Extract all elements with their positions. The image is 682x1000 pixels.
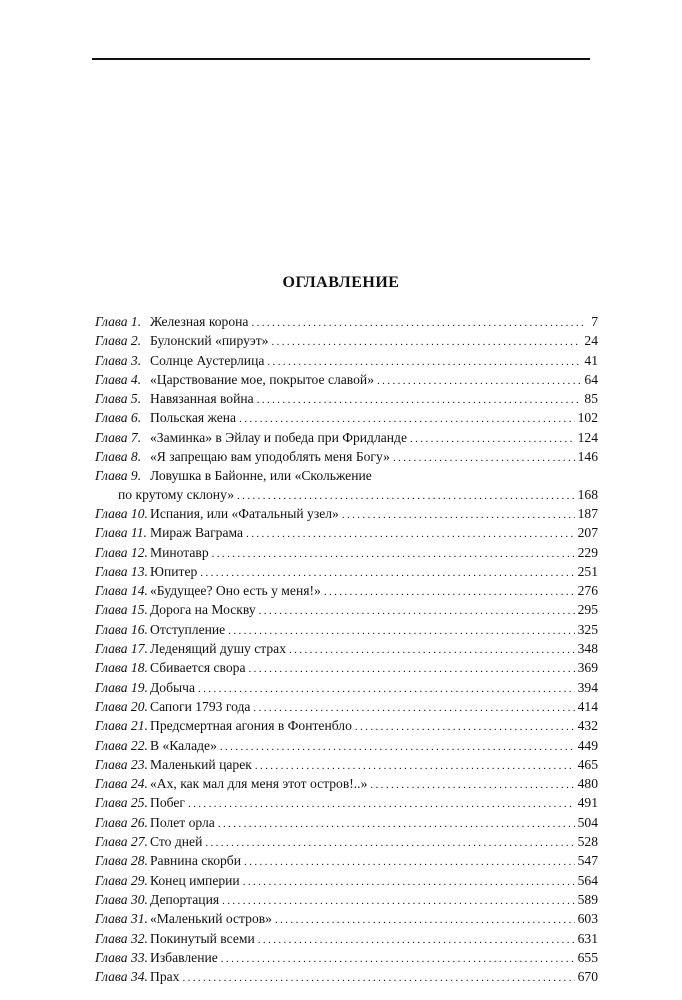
chapter-word: Глава (95, 776, 128, 792)
page-number: 295 (577, 602, 598, 618)
chapter-title: «Ах, как мал для меня этот остров!..» (150, 776, 368, 792)
page-number: 528 (577, 834, 598, 850)
chapter-label (95, 833, 145, 851)
dot-leader (198, 680, 575, 698)
page-number: 564 (577, 872, 598, 888)
chapter-label (95, 814, 145, 832)
chapter-label (95, 872, 145, 890)
dot-leader (257, 391, 582, 409)
chapter-label (95, 332, 145, 350)
toc-entry (95, 352, 598, 371)
page-number: 589 (577, 891, 598, 907)
chapter-title: Дорога на Москву (150, 602, 256, 618)
toc-entry (95, 332, 598, 351)
chapter-label (95, 505, 145, 523)
toc-entry (95, 891, 598, 910)
chapter-title: «Заминка» в Эйлау и победа при Фридланде (150, 429, 408, 445)
chapter-number: 28 . (131, 853, 148, 868)
chapter-title: Побег (150, 795, 185, 811)
chapter-number: 30 . (131, 892, 148, 907)
dot-leader (271, 333, 581, 351)
chapter-word: Глава (95, 371, 128, 387)
dot-leader (342, 506, 575, 524)
toc-entry (95, 814, 598, 833)
toc-entry (95, 737, 598, 756)
chapter-word: Глава (95, 410, 128, 426)
dot-leader (393, 449, 575, 467)
dot-leader (182, 969, 574, 987)
chapter-label (95, 467, 145, 485)
dot-leader (188, 795, 575, 813)
chapter-title: Польская жена (150, 410, 237, 426)
chapter-word: Глава (95, 718, 128, 734)
chapter-number: 31 . (131, 911, 148, 926)
page-number: 655 (577, 949, 598, 965)
toc-entry (95, 448, 598, 467)
chapter-title-continuation: по крутому склону» (118, 486, 235, 502)
toc-entry (95, 659, 598, 678)
chapter-title: Конец империи (150, 872, 240, 888)
page-number: 348 (577, 641, 598, 657)
chapter-word: Глава (95, 333, 128, 349)
dot-leader (205, 834, 574, 852)
toc-entry (95, 949, 598, 968)
chapter-label (95, 601, 145, 619)
chapter-title: Сто дней (150, 834, 203, 850)
chapter-label (95, 640, 145, 658)
chapter-label (95, 949, 145, 967)
chapter-number: 4 . (131, 372, 141, 387)
chapter-label (95, 352, 145, 370)
chapter-word: Глава (95, 737, 128, 753)
chapter-number: 29 . (131, 873, 148, 888)
chapter-word: Глава (95, 949, 128, 965)
chapter-number: 18 . (131, 660, 148, 675)
chapter-title: «Царствование мое, покрытое славой» (150, 371, 374, 387)
chapter-title: Добыча (150, 679, 195, 695)
table-of-contents (95, 313, 598, 987)
toc-entry (95, 390, 598, 409)
page-number: 491 (577, 795, 598, 811)
chapter-word: Глава (95, 583, 128, 599)
page-number: 449 (577, 737, 598, 753)
chapter-word: Глава (95, 468, 128, 484)
chapter-title: Мираж Ваграма (150, 525, 244, 541)
page-number: 41 (584, 352, 598, 368)
chapter-title: Солнце Аустерлица (150, 352, 265, 368)
toc-entry (95, 409, 598, 428)
chapter-title: В «Каладе» (150, 737, 217, 753)
chapter-word: Глава (95, 679, 128, 695)
page-number: 670 (577, 969, 598, 985)
chapter-title: Прах (150, 969, 180, 985)
chapter-number: 13 . (131, 564, 148, 579)
toc-entry (95, 872, 598, 891)
chapter-title: Булонский «пируэт» (150, 333, 269, 349)
chapter-number: 14 . (131, 583, 148, 598)
dot-leader (221, 950, 575, 968)
page-number: 432 (577, 718, 598, 734)
chapter-label (95, 582, 145, 600)
chapter-word: Глава (95, 930, 128, 946)
toc-entry (95, 679, 598, 698)
page-number: 187 (577, 505, 598, 521)
toc-entry (95, 371, 598, 390)
chapter-word: Глава (95, 602, 128, 618)
chapter-word: Глава (95, 525, 128, 541)
chapter-label (95, 313, 145, 331)
chapter-title: Избавление (150, 949, 218, 965)
chapter-label (95, 852, 145, 870)
page-number: 504 (577, 814, 598, 830)
page-number: 547 (577, 853, 598, 869)
dot-leader (246, 525, 575, 543)
chapter-title: Леденящий душу страх (150, 641, 287, 657)
chapter-number: 10 . (131, 506, 148, 521)
chapter-number: 16 . (131, 622, 148, 637)
dot-leader (377, 372, 581, 390)
toc-entry (95, 852, 598, 871)
dot-leader (239, 410, 575, 428)
chapter-word: Глава (95, 853, 128, 869)
chapter-word: Глава (95, 872, 128, 888)
toc-entry (95, 968, 598, 987)
chapter-word: Глава (95, 641, 128, 657)
chapter-number: 3 . (131, 353, 141, 368)
page-number: 480 (577, 776, 598, 792)
page-number: 251 (577, 563, 598, 579)
dot-leader (267, 353, 581, 371)
chapter-number: 9 . (131, 468, 141, 483)
chapter-word: Глава (95, 505, 128, 521)
chapter-label (95, 544, 145, 562)
chapter-label (95, 891, 145, 909)
dot-leader (410, 430, 575, 448)
toc-entry (95, 582, 598, 601)
chapter-number: 7 . (131, 430, 141, 445)
chapter-number: 12 . (131, 545, 148, 560)
chapter-label (95, 930, 145, 948)
chapter-number: 11 . (131, 525, 147, 540)
chapter-title: Полет орла (150, 814, 215, 830)
dot-leader (251, 314, 583, 332)
chapter-label (95, 621, 145, 639)
dot-leader (253, 699, 574, 717)
chapter-number: 32 . (131, 931, 148, 946)
chapter-label (95, 910, 145, 928)
chapter-word: Глава (95, 660, 128, 676)
toc-entry (95, 429, 598, 448)
dot-leader (259, 602, 575, 620)
chapter-title: Сапоги 1793 года (150, 698, 251, 714)
chapter-title: Предсмертная агония в Фонтенбло (150, 718, 352, 734)
toc-entry (95, 563, 598, 582)
chapter-title: Отступление (150, 621, 226, 637)
chapter-number: 34 . (131, 969, 148, 984)
dot-leader (228, 622, 574, 640)
chapter-label (95, 524, 145, 542)
chapter-word: Глава (95, 391, 128, 407)
chapter-label (95, 390, 145, 408)
chapter-number: 33 . (131, 950, 148, 965)
chapter-word: Глава (95, 911, 128, 927)
chapter-number: 26 . (131, 815, 148, 830)
chapter-label (95, 429, 145, 447)
chapter-number: 17 . (131, 641, 148, 656)
chapter-label (95, 409, 145, 427)
toc-entry (95, 505, 598, 524)
toc-entry (95, 833, 598, 852)
chapter-word: Глава (95, 891, 128, 907)
toc-entry (95, 640, 598, 659)
chapter-title: Депортация (150, 891, 220, 907)
chapter-number: 5 . (131, 391, 141, 406)
toc-entry (95, 775, 598, 794)
chapter-number: 20 . (131, 699, 148, 714)
toc-entry (95, 698, 598, 717)
page-number: 168 (577, 486, 598, 502)
chapter-word: Глава (95, 969, 128, 985)
chapter-number: 22 . (131, 738, 148, 753)
chapter-label (95, 775, 145, 793)
page-number: 369 (577, 660, 598, 676)
chapter-title: Сбивается свора (150, 660, 246, 676)
chapter-label (95, 659, 145, 677)
chapter-title: Железная корона (150, 314, 249, 329)
chapter-title: Покинутый всеми (150, 930, 255, 946)
dot-leader (258, 931, 575, 949)
toc-entry (95, 717, 598, 736)
chapter-label (95, 679, 145, 697)
toc-entry (95, 467, 598, 505)
chapter-word: Глава (95, 429, 128, 445)
dot-leader (355, 718, 575, 736)
chapter-label (95, 968, 145, 986)
toc-entry (95, 756, 598, 775)
dot-leader (370, 776, 574, 794)
chapter-title: Юпитер (150, 563, 198, 579)
chapter-label (95, 717, 145, 735)
chapter-title: «Будущее? Оно есть у меня!» (150, 583, 321, 599)
page-number: 229 (577, 544, 598, 560)
page-number: 603 (577, 911, 598, 927)
chapter-word: Глава (95, 352, 128, 368)
toc-heading: ОГЛАВЛЕНИЕ (282, 274, 400, 291)
page-number: 146 (577, 449, 598, 465)
chapter-word: Глава (95, 814, 128, 830)
chapter-word: Глава (95, 834, 128, 850)
chapter-label (95, 756, 145, 774)
chapter-word: Глава (95, 449, 128, 465)
dot-leader (324, 583, 575, 601)
page-number: 414 (577, 698, 598, 714)
dot-leader (249, 660, 575, 678)
page-number: 24 (584, 333, 598, 349)
page-number: 102 (577, 410, 598, 426)
dot-leader (275, 911, 575, 929)
chapter-number: 6 . (131, 410, 141, 425)
page-number: 631 (577, 930, 598, 946)
dot-leader (289, 641, 575, 659)
chapter-label (95, 794, 145, 812)
chapter-title: Равнина скорби (150, 853, 242, 869)
chapter-number: 2 . (131, 333, 141, 348)
chapter-number: 21 . (131, 718, 148, 733)
dot-leader (244, 853, 575, 871)
page-number: 85 (584, 391, 598, 407)
toc-entry (95, 930, 598, 949)
dot-leader (220, 738, 575, 756)
chapter-title: «Я запрещаю вам уподоблять меня Богу» (150, 449, 390, 465)
toc-entry (95, 524, 598, 543)
dot-leader (200, 564, 574, 582)
toc-entry (95, 794, 598, 813)
toc-entry (95, 544, 598, 563)
chapter-label (95, 698, 145, 716)
chapter-number: 24 . (131, 776, 148, 791)
page-number: 394 (577, 679, 598, 695)
chapter-number: 25 . (131, 795, 148, 810)
chapter-label (95, 737, 145, 755)
dot-leader (222, 892, 575, 910)
top-rule (92, 58, 590, 60)
chapter-title: Ловушка в Байонне, или «Скольжение (150, 468, 372, 484)
chapter-word: Глава (95, 563, 128, 579)
dot-leader (243, 873, 575, 891)
chapter-word: Глава (95, 314, 128, 329)
chapter-word: Глава (95, 698, 128, 714)
dot-leader (218, 815, 575, 833)
chapter-label (95, 448, 145, 466)
page-number: 7 (591, 314, 598, 329)
dot-leader (212, 545, 575, 563)
chapter-number: 23 . (131, 757, 148, 772)
page-number: 276 (577, 583, 598, 599)
toc-entry (95, 313, 598, 332)
chapter-label (95, 563, 145, 581)
chapter-word: Глава (95, 756, 128, 772)
page-number: 207 (577, 525, 598, 541)
toc-entry (95, 621, 598, 640)
toc-entry (95, 601, 598, 620)
chapter-number: 8 . (131, 449, 141, 464)
chapter-number: 15 . (131, 602, 148, 617)
chapter-title: Маленький царек (150, 756, 252, 772)
toc-entry (95, 910, 598, 929)
chapter-title: «Маленький остров» (150, 911, 272, 927)
chapter-number: 19 . (131, 680, 148, 695)
dot-leader (237, 487, 575, 505)
chapter-title: Навязанная война (150, 391, 254, 407)
chapter-number: 1 . (131, 314, 141, 329)
chapter-word: Глава (95, 544, 128, 560)
chapter-word: Глава (95, 621, 128, 637)
chapter-number: 27 . (131, 834, 148, 849)
page-number: 325 (577, 621, 598, 637)
page-number: 124 (577, 429, 598, 445)
chapter-title: Минотавр (150, 544, 209, 560)
chapter-word: Глава (95, 795, 128, 811)
page-number: 465 (577, 756, 598, 772)
chapter-title: Испания, или «Фатальный узел» (150, 505, 339, 521)
page-number: 64 (584, 371, 598, 387)
dot-leader (255, 757, 575, 775)
chapter-label (95, 371, 145, 389)
